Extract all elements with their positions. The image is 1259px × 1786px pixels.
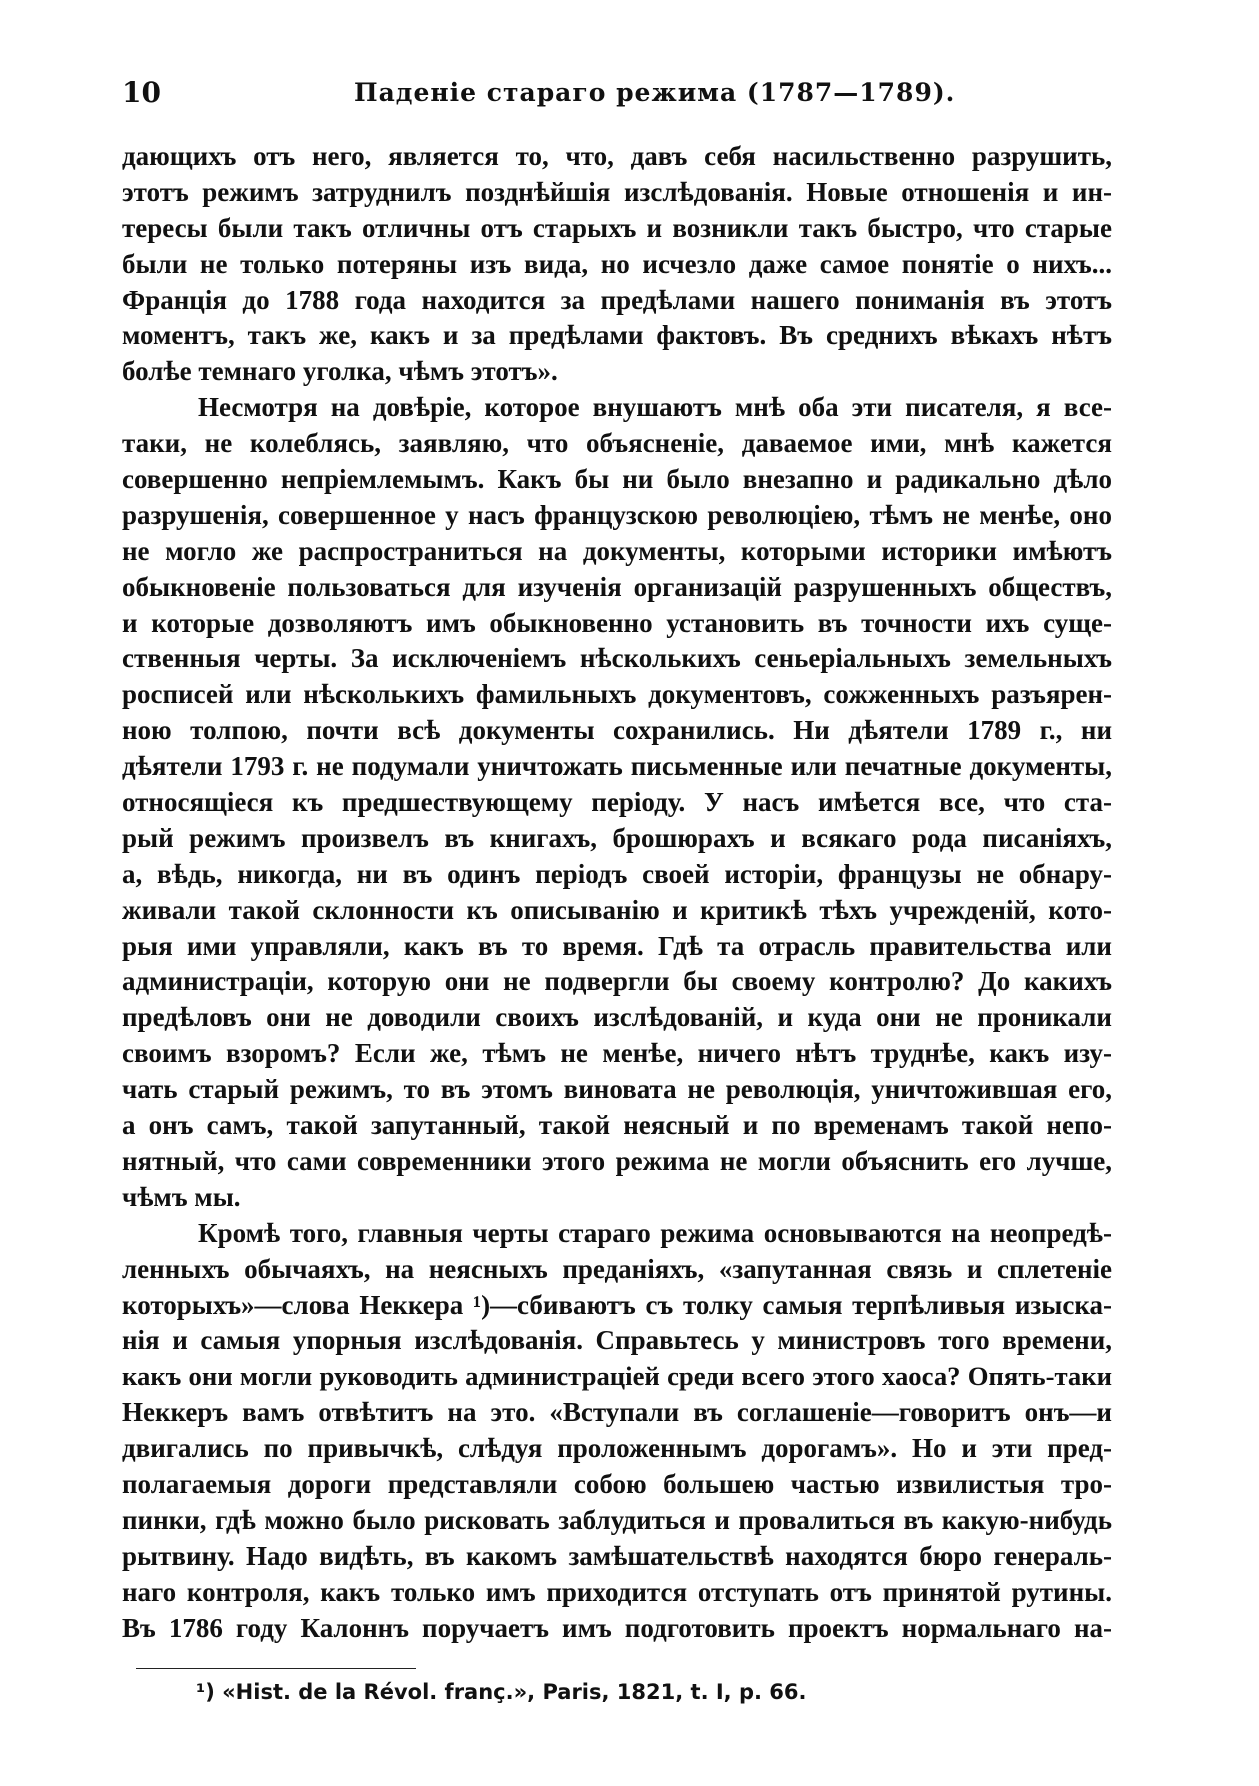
text-line: нятный, что сами современники этого режима не могли объяснить его лучше, — [122, 1145, 1112, 1176]
footnote-divider — [136, 1668, 416, 1669]
text-line: моментъ, такъ же, какъ и за предѣлами фактовъ. Въ среднихъ вѣкахъ нѣтъ — [122, 320, 1112, 351]
text-line: рыя ими управляли, какъ въ то время. Гдѣ та отрасль правительства или — [122, 930, 1112, 961]
text-line: Кромѣ того, главныя черты стараго режима основываются на неопредѣ- — [198, 1217, 1112, 1248]
text-line: рытвину. Надо видѣть, въ какомъ замѣшательствѣ находятся бюро генераль- — [122, 1540, 1112, 1571]
text-line: ною толпою, почти всѣ документы сохранились. Ни дѣятели 1789 г., ни — [122, 715, 1112, 746]
text-line: а, вѣдь, никогда, ни въ одинъ періодъ своей исторіи, французы не обнару- — [122, 858, 1112, 889]
text-line: ственныя черты. За исключеніемъ нѣсколькихъ сеньеріальныхъ земельныхъ — [122, 643, 1112, 674]
text-line: Франція до 1788 года находится за предѣлами нашего пониманія въ этотъ — [122, 284, 1112, 315]
text-line: своимъ взоромъ? Если же, тѣмъ не менѣе, ничего нѣтъ труднѣе, какъ изу- — [122, 1038, 1112, 1069]
text-line: наго контроля, какъ только имъ приходится отступать отъ принятой рутины. — [122, 1576, 1112, 1607]
text-line: таки, не колеблясь, заявляю, что объясненіе, даваемое ими, мнѣ кажется — [122, 428, 1112, 459]
text-line: болѣе темнаго уголка, чѣмъ этотъ». — [122, 356, 558, 387]
paragraph-2 — [122, 390, 1112, 1215]
text-line: администраціи, которую они не подвергли бы своему контролю? До какихъ — [122, 966, 1112, 997]
text-line: рый режимъ произвелъ въ книгахъ, брошюрахъ и всякаго рода писаніяхъ, — [122, 822, 1112, 853]
text-line: живали такой склонности къ описыванію и критикѣ тѣхъ учрежденій, кото- — [122, 894, 1112, 925]
text-line: полагаемыя дороги представляли собою большею частью извилистыя тро- — [122, 1468, 1112, 1499]
text-line: ленныхъ обычаяхъ, на неясныхъ преданіяхъ, «запутанная связь и сплетеніе — [122, 1253, 1112, 1284]
text-line: чать старый режимъ, то въ этомъ виновата не революція, уничтожившая его, — [122, 1074, 1112, 1105]
text-line: были не только потеряны изъ вида, но исчезло даже самое понятіе о нихъ... — [122, 248, 1112, 279]
text-line: относящіеся къ предшествующему періоду. У насъ имѣется все, что ста- — [122, 787, 1112, 818]
text-line: двигались по привычкѣ, слѣдуя проложеннымъ дорогамъ». Но и эти пред- — [122, 1433, 1112, 1464]
running-title: Паденіе стараго режима (1787—1789). — [354, 78, 956, 107]
page-header — [122, 76, 1112, 116]
paragraph-1 — [122, 139, 1112, 390]
text-line: этотъ режимъ затруднилъ позднѣйшія изслѣдованія. Новые отношенія и ин- — [122, 176, 1112, 207]
text-line: обыкновеніе пользоваться для изученія организацій разрушенныхъ обществъ, — [122, 571, 1112, 602]
text-line: разрушенія, совершенное у насъ французскою революціею, тѣмъ не менѣе, оно — [122, 499, 1112, 530]
text-line: чѣмъ мы. — [122, 1181, 241, 1212]
footnote: ¹) «Hist. de la Révol. franç.», Paris, 1821, t. I, p. 66. — [196, 1680, 807, 1704]
text-line: росписей или нѣсколькихъ фамильныхъ документовъ, сожженныхъ разъярен- — [122, 679, 1112, 710]
text-line: какъ они могли руководить администраціей среди всего этого хаоса? Опять-таки — [122, 1361, 1112, 1392]
text-line: предѣловъ они не доводили своихъ изслѣдованій, и куда они не проникали — [122, 1002, 1112, 1033]
text-line: нія и самыя упорныя изслѣдованія. Справьтесь у министровъ того времени, — [122, 1325, 1112, 1356]
text-line: дѣятели 1793 г. не подумали уничтожать письменные или печатные документы, — [122, 751, 1112, 782]
text-line: а онъ самъ, такой запутанный, такой неясный и по временамъ такой непо- — [122, 1110, 1112, 1141]
paragraph-3 — [122, 1216, 1112, 1647]
text-line: и которые дозволяютъ имъ обыкновенно установить въ точности ихъ суще- — [122, 607, 1112, 638]
text-line: Неккеръ вамъ отвѣтитъ на это. «Вступали въ соглашеніе—говоритъ онъ—и — [122, 1397, 1112, 1428]
page-number: 10 — [122, 76, 161, 109]
text-line: Въ 1786 году Калоннъ поручаетъ имъ подготовить проектъ нормальнаго на- — [122, 1612, 1112, 1643]
text-line: совершенно непріемлемымъ. Какъ бы ни было внезапно и радикально дѣло — [122, 464, 1112, 495]
text-line: дающихъ отъ него, является то, что, давъ себя насильственно разрушить, — [122, 141, 1112, 171]
text-line: не могло же распространиться на документы, которыми историки имѣютъ — [122, 535, 1112, 566]
text-line: которыхъ»—слова Неккера ¹)—сбиваютъ съ толку самыя терпѣливыя изыска- — [122, 1289, 1112, 1320]
text-line: Несмотря на довѣріе, которое внушаютъ мнѣ оба эти писателя, я все- — [198, 392, 1112, 423]
text-line: тересы были такъ отличны отъ старыхъ и возникли такъ быстро, что старые — [122, 212, 1112, 243]
body-text — [122, 139, 1112, 1646]
text-line: пинки, гдѣ можно было рисковать заблудиться и провалиться въ какую-нибудь — [122, 1504, 1112, 1535]
